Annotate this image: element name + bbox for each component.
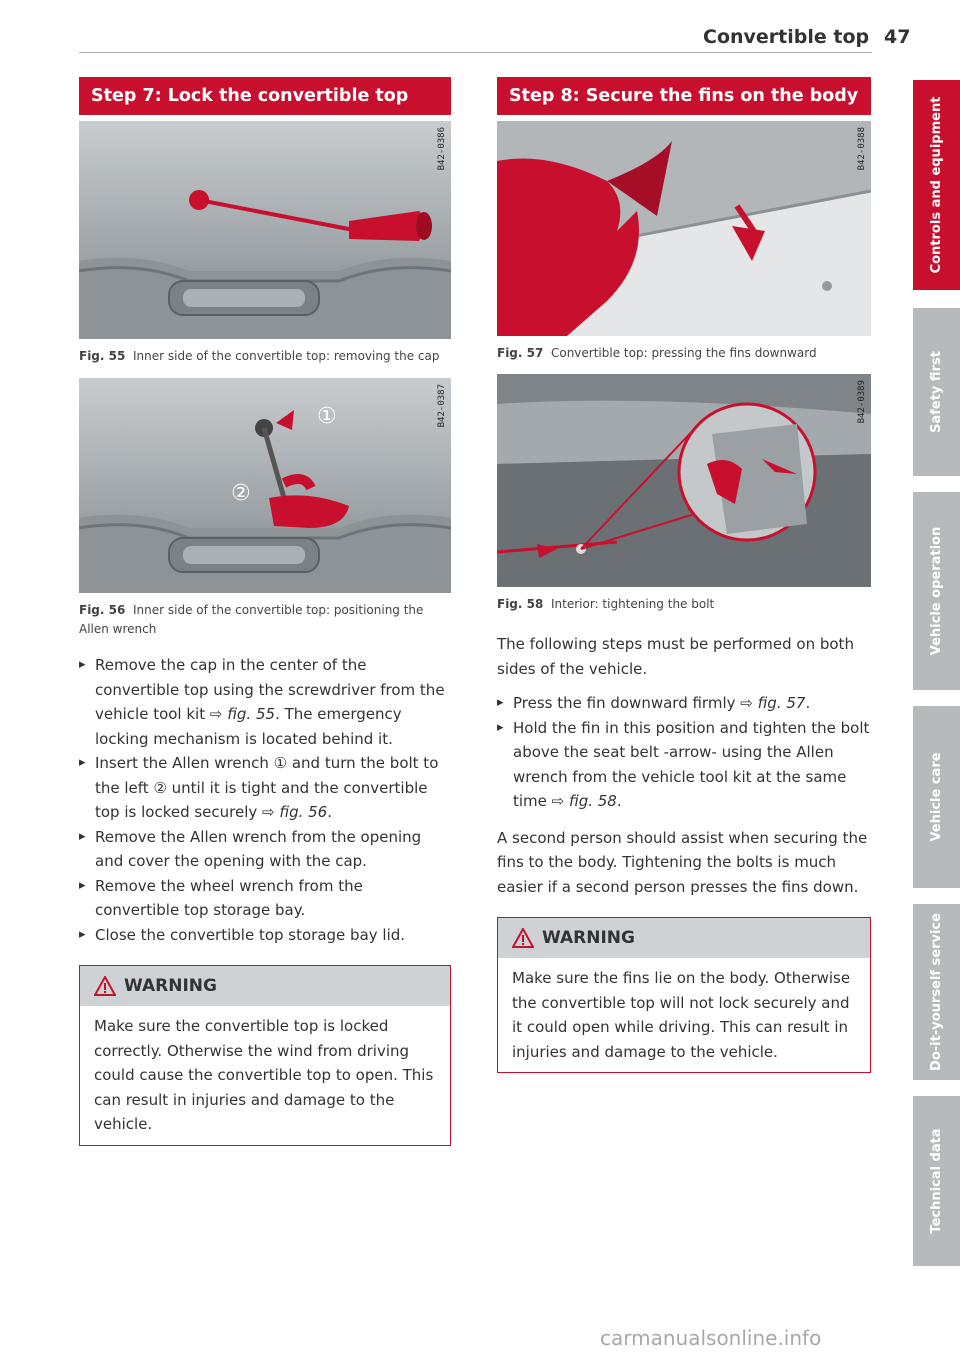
figure-58-code: B42-0389 [857,380,867,424]
warning-triangle-icon [94,976,116,996]
step7-instruction-list [79,653,451,947]
warning-text: Make sure the fins lie on the body. Otherwise the convertible top will not lock securely and it could open while driving. This can result in injuries and damage to the vehicle. [512,969,851,1061]
section-heading-step8: Step 8: Secure the fins on the body [497,77,871,115]
warning-header [80,966,450,1006]
figure-58-label: Fig. 58 [497,597,544,611]
list-item-text: Hold the fin in this position and tighten the bolt above the seat belt -arrow- using the Allen wrench from the vehicle tool kit at the same time [513,718,870,810]
tab-vehicle-operation[interactable] [913,492,960,690]
running-header-title: Convertible top [703,26,870,48]
figure-57-caption-text: Convertible top: pressing the fins downward [550,346,817,360]
figure-56 [79,378,451,593]
warning-triangle-icon [512,928,534,948]
warning-title: WARNING [124,976,217,996]
list-item [79,874,451,923]
figure-55-illustration [79,121,451,339]
list-item [497,691,871,716]
list-item-text: Remove the wheel wrench from the convertible top storage bay. [95,876,363,919]
figure-56-caption [79,601,451,639]
watermark: carmanualsonline.info [600,1326,822,1350]
figure-56-caption-text: Inner side of the convertible top: positioning the Allen wrench [79,603,424,636]
figure-58-caption-text: Interior: tightening the bolt [550,597,715,611]
figure-57-caption [497,344,871,363]
list-item-text: Remove the Allen wrench from the opening and cover the opening with the cap. [95,827,422,870]
warning-title: WARNING [542,928,635,948]
tab-safety-first[interactable] [913,308,960,476]
tab-vehicle-care[interactable] [913,706,960,888]
figure-58-illustration [497,374,871,587]
page-number: 47 [884,26,911,48]
figure-58 [497,374,871,587]
figure-58-caption [497,595,871,614]
step8-instruction-list [497,691,871,814]
figure-55-code: B42-0386 [437,127,447,171]
figure-55-caption-text: Inner side of the convertible top: removing the cap [132,349,440,363]
figure-56-code: B42-0387 [437,384,447,428]
header-rule [79,52,872,53]
figure-55 [79,121,451,339]
warning-box-right [497,917,871,1073]
tab-label: Technical data [928,1128,944,1234]
warning-text: Make sure the convertible top is locked correctly. Otherwise the wind from driving could cause the convertible top to open. This can result in injuries and damage to the vehicle. [94,1017,434,1133]
callout-1: ① [317,404,337,429]
list-item-text: Press the fin downward firmly [513,694,741,712]
list-item [79,923,451,948]
figure-57-label: Fig. 57 [497,346,544,360]
tab-technical-data[interactable] [913,1096,960,1266]
tab-controls-and-equipment[interactable] [913,80,960,290]
left-column [79,77,451,1146]
figure-55-caption [79,347,451,366]
intro-paragraph: The following steps must be performed on both sides of the vehicle. [497,635,854,678]
figure-reference-link[interactable]: ⇨ fig. 58 [551,792,617,810]
list-item-text-end: . The emergency locking mechanism is located behind it. [95,705,402,748]
figure-57-illustration [497,121,871,336]
figure-reference-link[interactable]: ⇨ fig. 56 [262,803,328,821]
list-item [497,716,871,814]
list-item-text: Remove the cap in the center of the convertible top using the screwdriver from the vehicle tool kit [95,656,445,723]
tab-label: Controls and equipment [928,96,944,274]
figure-57 [497,121,871,336]
figure-56-illustration [79,378,451,593]
figure-57-code: B42-0388 [857,127,867,171]
tab-label: Safety first [928,351,944,433]
figure-56-label: Fig. 56 [79,603,126,617]
section-heading-step7: Step 7: Lock the convertible top [79,77,451,115]
list-item-text: Insert the Allen wrench ① and turn the bolt to the left ② until it is tight and the convertible top is locked securely [95,754,439,821]
right-column [497,77,871,1073]
note-paragraph: A second person should assist when securing the fins to the body. Tightening the bolts is much easier if a second person presses the fins down. [497,828,868,896]
list-item-text-end: . [805,694,811,712]
figure-reference-link[interactable]: ⇨ fig. 57 [740,694,806,712]
tab-do-it-yourself-service[interactable] [913,904,960,1080]
tab-label: Vehicle care [928,752,944,842]
tab-label: Do-it-yourself service [928,913,944,1071]
list-item [79,751,451,825]
tab-label: Vehicle operation [928,526,944,656]
warning-box-left [79,965,451,1146]
figure-55-label: Fig. 55 [79,349,126,363]
list-item [79,653,451,751]
list-item-text-end: . [616,792,622,810]
list-item-text-end: . [327,803,332,821]
list-item-text: Close the convertible top storage bay lid. [95,925,406,944]
figure-reference-link[interactable]: ⇨ fig. 55 [209,705,276,723]
warning-header [498,918,870,958]
callout-2: ② [231,481,251,506]
list-item [79,825,451,874]
